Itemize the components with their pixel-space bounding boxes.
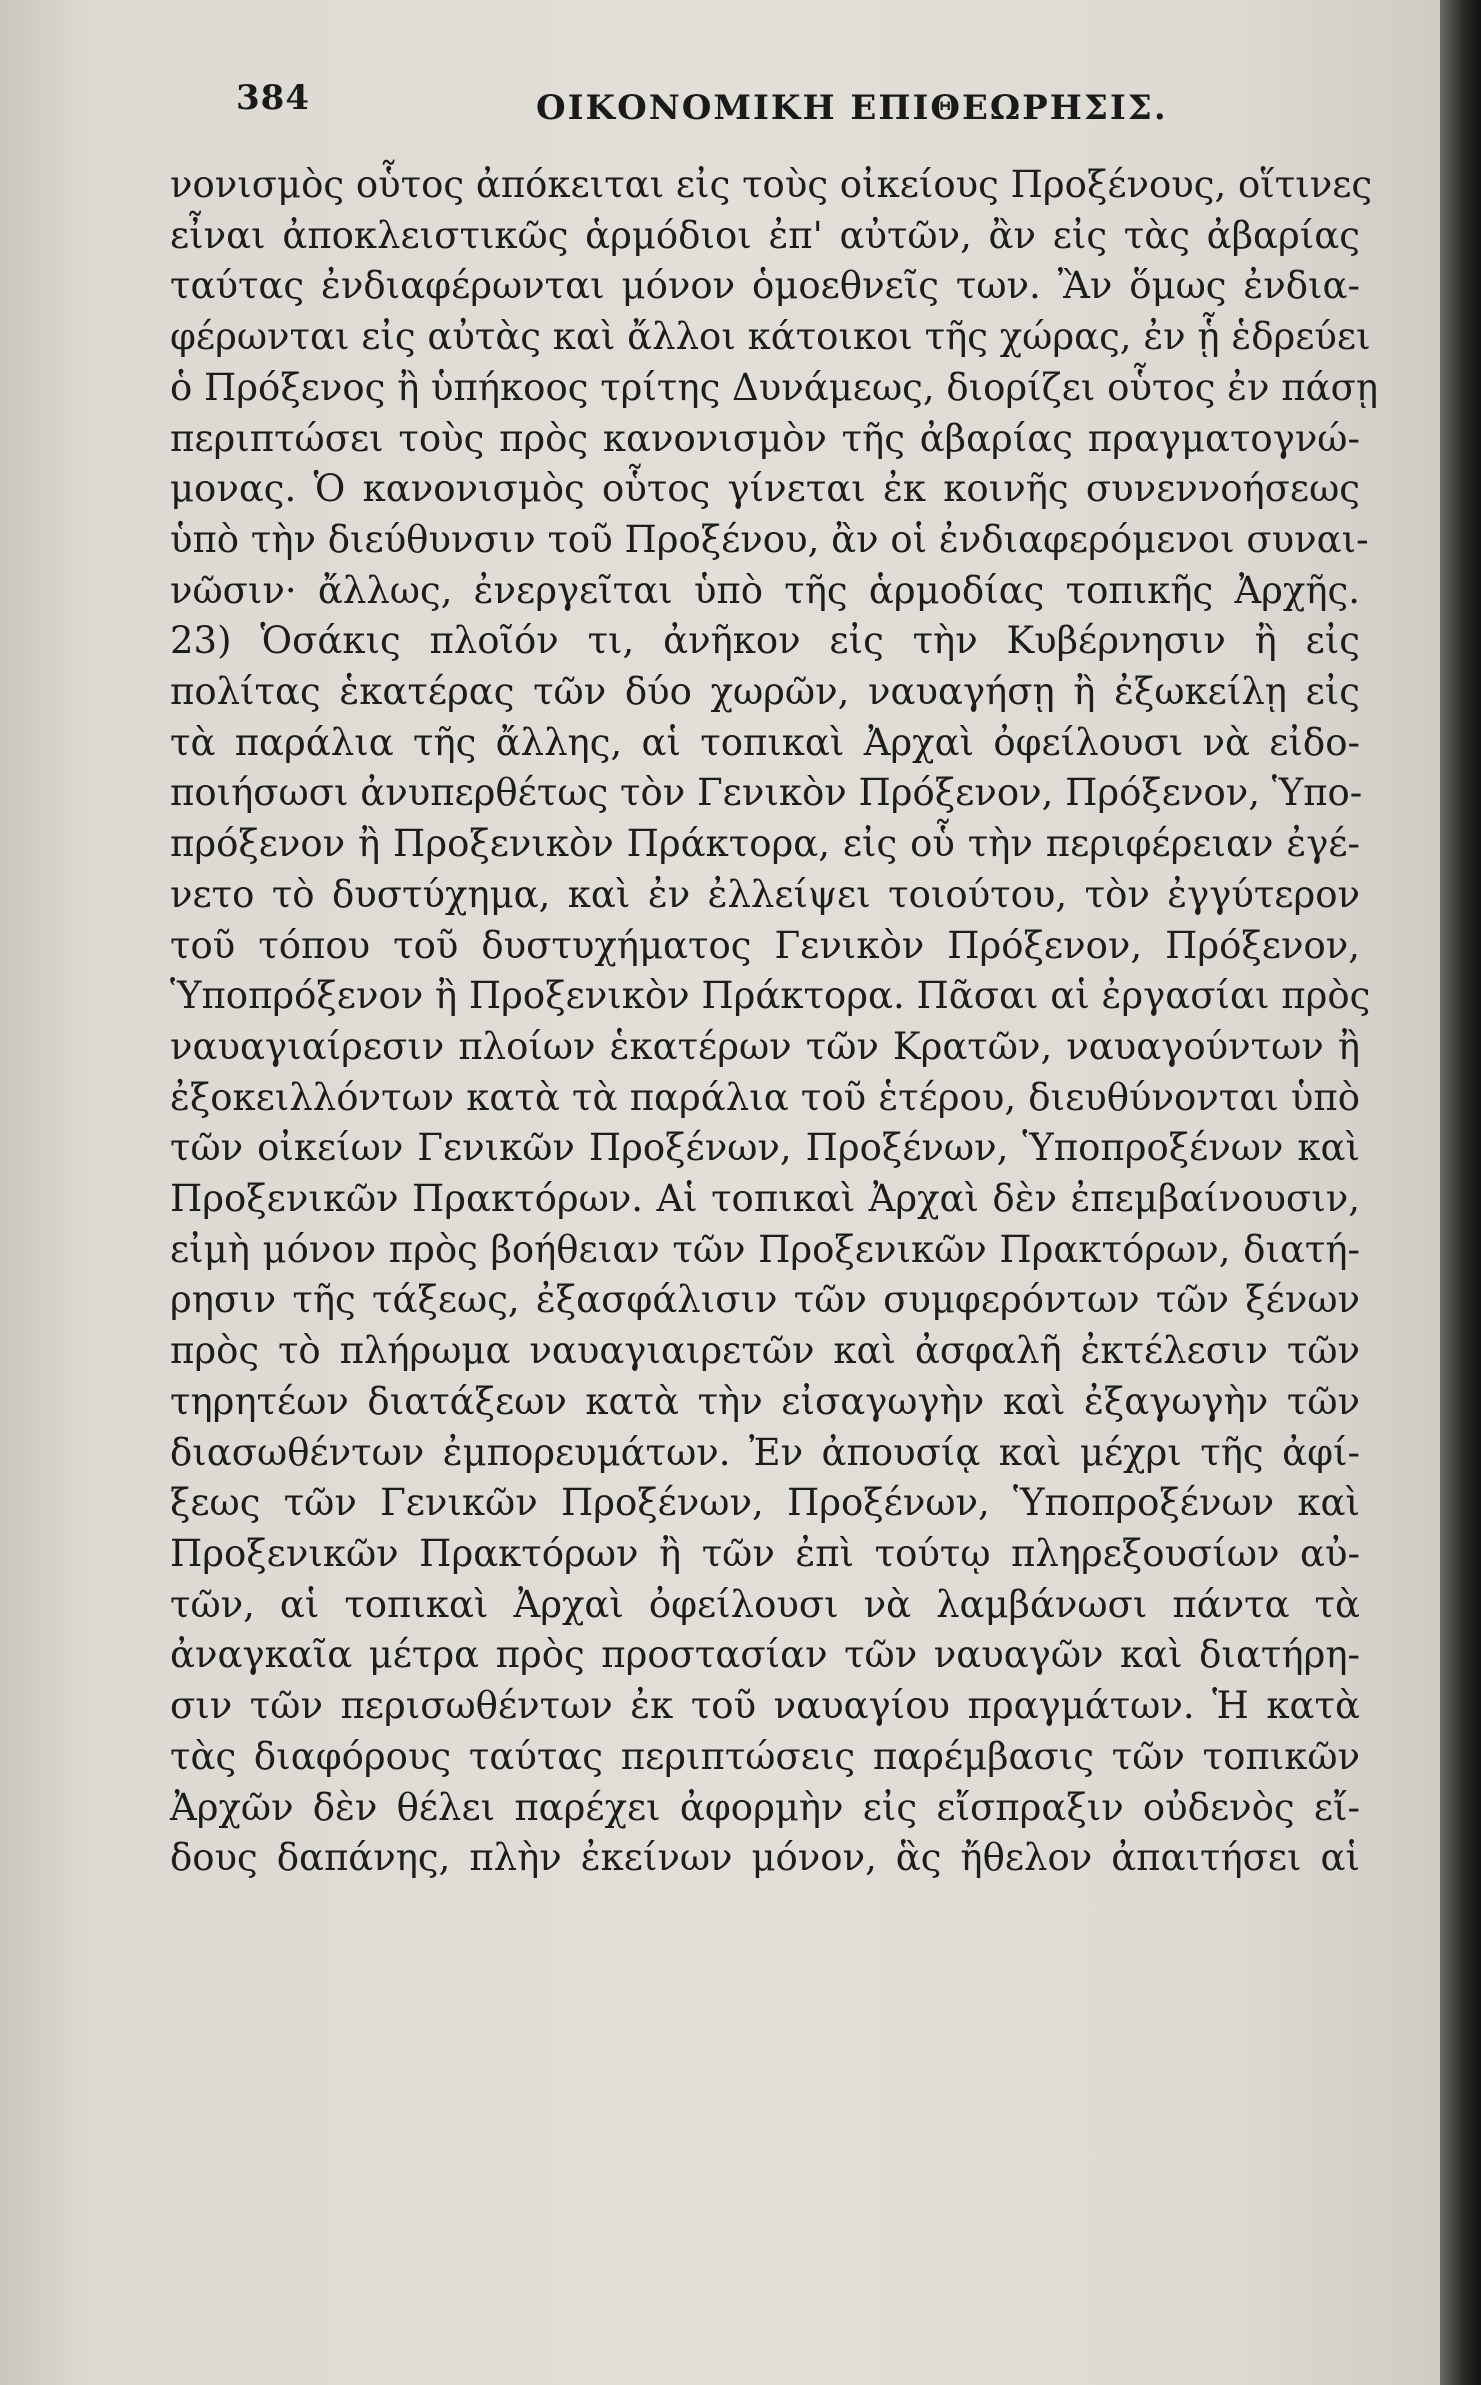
text-line: νονισμὸς οὗτος ἀπόκειται εἰς τοὺς οἰκείους Προξένους, οἵτινες [170, 163, 1373, 206]
text-line: ρησιν τῆς τάξεως, ἐξασφάλισιν τῶν συμφερόντων τῶν ξένων [170, 1278, 1360, 1322]
text-line: φέρωνται εἰς αὐτὰς καὶ ἄλλοι κάτοικοι τῆς χώρας, ἐν ᾗ ἑδρεύει [170, 315, 1371, 359]
text-line: ταύτας ἐνδιαφέρωνται μόνον ὁμοεθνεῖς των. Ἂν ὅμως ἐνδια- [170, 264, 1360, 308]
page-number: 384 [236, 78, 310, 118]
text-line: Προξενικῶν Πρακτόρων ἢ τῶν ἐπὶ τούτῳ πληρεξουσίων αὐ- [170, 1531, 1360, 1575]
text-line: τηρητέων διατάξεων κατὰ τὴν εἰσαγωγὴν καὶ ἐξαγωγὴν τῶν [170, 1379, 1360, 1423]
text-line: πρόξενον ἢ Προξενικὸν Πράκτορα, εἰς οὗ τὴν περιφέρειαν ἐγέ- [170, 822, 1360, 866]
text-line: ὑπὸ τὴν διεύθυνσιν τοῦ Προξένου, ἂν οἱ ἐνδιαφερόμενοι συναι- [170, 517, 1369, 561]
text-line: τὰς διαφόρους ταύτας περιπτώσεις παρέμβασις τῶν τοπικῶν [170, 1734, 1360, 1778]
text-line: Ὑποπρόξενον ἢ Προξενικὸν Πράκτορα. Πᾶσαι αἱ ἐργασίαι πρὸς [170, 974, 1371, 1018]
running-title: ΟΙΚΟΝΟΜΙΚΗ ΕΠΙΘΕΩΡΗΣΙΣ. [536, 88, 1168, 128]
text-line: νετο τὸ δυστύχημα, καὶ ἐν ἐλλείψει τοιούτου, τὸν ἐγγύτερον [170, 872, 1360, 916]
text-line: πρὸς τὸ πλήρωμα ναυαγιαιρετῶν καὶ ἀσφαλῆ ἐκτέλεσιν τῶν [170, 1329, 1360, 1373]
text-line: διασωθέντων ἐμπορευμάτων. Ἐν ἀπουσίᾳ καὶ μέχρι τῆς ἀφί- [170, 1430, 1360, 1474]
text-line: πολίτας ἑκατέρας τῶν δύο χωρῶν, ναυαγήσῃ ἢ ἐξωκείλῃ εἰς [170, 670, 1360, 714]
text-line: εἰμὴ μόνον πρὸς βοήθειαν τῶν Προξενικῶν Πρακτόρων, διατή- [170, 1227, 1360, 1271]
running-head [236, 78, 1356, 138]
text-line: τοῦ τόπου τοῦ δυστυχήματος Γενικὸν Πρόξενον, Πρόξενον, [170, 923, 1360, 967]
text-line: ὁ Πρόξενος ἢ ὑπήκοος τρίτης Δυνάμεως, διορίζει οὗτος ἐν πάσῃ [170, 365, 1379, 409]
text-line: ξεως τῶν Γενικῶν Προξένων, Προξένων, Ὑποπροξένων καὶ [170, 1481, 1360, 1525]
text-line: Προξενικῶν Πρακτόρων. Αἱ τοπικαὶ Ἀρχαὶ δὲν ἐπεμβαίνουσιν, [170, 1177, 1360, 1221]
text-line: 23) Ὁσάκις πλοῖόν τι, ἀνῆκον εἰς τὴν Κυβέρνησιν ἢ εἰς [170, 619, 1360, 663]
text-line: τὰ παράλια τῆς ἄλλης, αἱ τοπικαὶ Ἀρχαὶ ὀφείλουσι νὰ εἰδο- [170, 720, 1360, 764]
text-line: Ἀρχῶν δὲν θέλει παρέχει ἀφορμὴν εἰς εἴσπραξιν οὐδενὸς εἴ- [170, 1785, 1360, 1829]
text-line: ποιήσωσι ἀνυπερθέτως τὸν Γενικὸν Πρόξενον, Πρόξενον, Ὑπο- [170, 771, 1363, 815]
body-text [170, 160, 1379, 1884]
text-line: ἐξοκειλλόντων κατὰ τὰ παράλια τοῦ ἑτέρου, διευθύνονται ὑπὸ [170, 1075, 1360, 1119]
text-line: περιπτώσει τοὺς πρὸς κανονισμὸν τῆς ἀβαρίας πραγματογνώ- [170, 416, 1360, 460]
text-line: σιν τῶν περισωθέντων ἐκ τοῦ ναυαγίου πραγμάτων. Ἡ κατὰ [170, 1684, 1360, 1728]
text-line: δους δαπάνης, πλὴν ἐκείνων μόνον, ἃς ἤθελον ἀπαιτήσει αἱ [170, 1836, 1360, 1880]
text-line: ἀναγκαῖα μέτρα πρὸς προστασίαν τῶν ναυαγῶν καὶ διατήρη- [170, 1633, 1360, 1677]
text-line: νῶσιν· ἄλλως, ἐνεργεῖται ὑπὸ τῆς ἁρμοδίας τοπικῆς Ἀρχῆς. [170, 568, 1360, 612]
text-line: τῶν οἰκείων Γενικῶν Προξένων, Προξένων, Ὑποπροξένων καὶ [170, 1126, 1360, 1170]
text-line: μονας. Ὁ κανονισμὸς οὗτος γίνεται ἐκ κοινῆς συνεννοήσεως [170, 467, 1360, 511]
book-spine-edge [1440, 0, 1481, 2385]
text-line: τῶν, αἱ τοπικαὶ Ἀρχαὶ ὀφείλουσι νὰ λαμβάνωσι πάντα τὰ [170, 1582, 1360, 1626]
text-line: ναυαγιαίρεσιν πλοίων ἑκατέρων τῶν Κρατῶν, ναυαγούντων ἢ [170, 1024, 1360, 1068]
text-line: εἶναι ἀποκλειστικῶς ἁρμόδιοι ἐπ' αὐτῶν, ἂν εἰς τὰς ἀβαρίας [170, 213, 1360, 257]
